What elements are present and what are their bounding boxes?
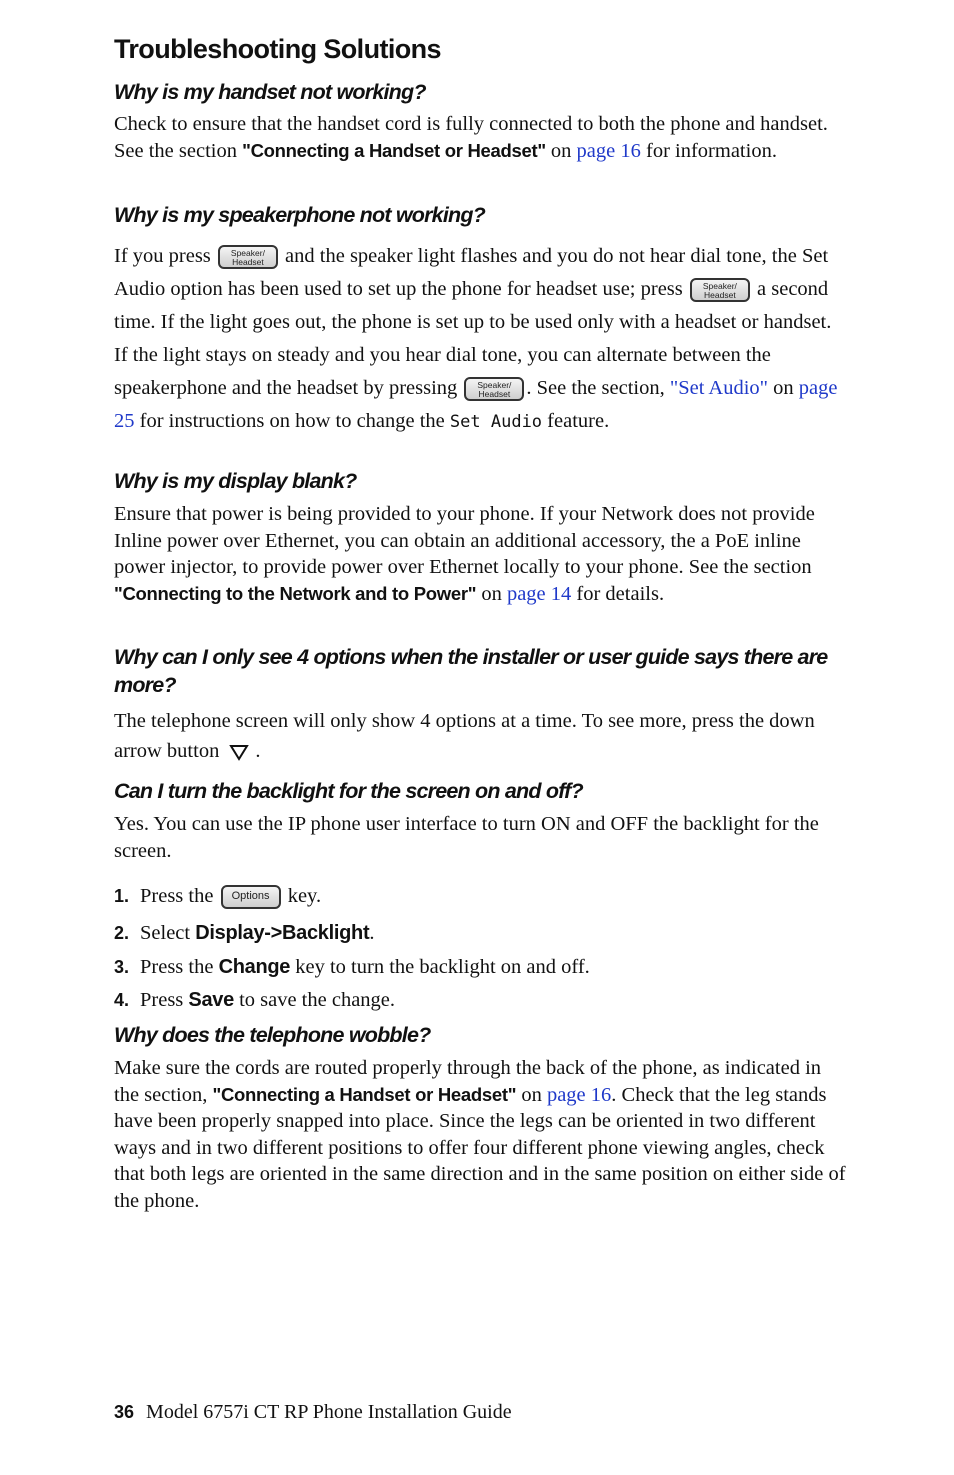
heading-options: Why can I only see 4 options when the installer or user guide says there are more? bbox=[114, 645, 828, 697]
para-display: Ensure that power is being provided to your phone. If your Network does not provide Inline power over Ethernet, you can obtain an additional accessory, the a PoE inline power injector, to provide power over Ethernet locally to your phone. See the section "Connecting to the Network and to Power" on page 14 for details. bbox=[114, 503, 815, 605]
link-page-16[interactable]: page 16 bbox=[546, 1083, 612, 1106]
list-item: 4. Press Save to save the change. bbox=[114, 989, 396, 1011]
para-handset: Check to ensure that the handset cord is fully connected to both the phone and handset. See the section "Connecting a Handset or Headset" on page 16 for information. bbox=[114, 113, 828, 162]
ref-connecting-handset: "Connecting a Handset or Headset" bbox=[212, 1083, 517, 1105]
code-set-audio: Set Audio bbox=[449, 412, 543, 432]
guide-title: Model 6757i CT RP Phone Installation Guide bbox=[146, 1401, 512, 1423]
page-number: 36 bbox=[114, 1402, 135, 1422]
ref-connecting-network: "Connecting to the Network and to Power" bbox=[114, 582, 477, 604]
link-set-audio[interactable]: "Set Audio" bbox=[669, 377, 769, 399]
para-wobble: Make sure the cords are routed properly through the back of the phone, as indicated in the section, "Connecting a Handset or Headset" on page 16. Check that the leg stands have been properly snapped into place. Since the legs can be oriented in two different ways and in two different positions to offer four different phone viewing angles, check that both legs are oriented in the same direction and in the same position on either side of the phone. bbox=[114, 1057, 846, 1212]
heading-speakerphone: Why is my speakerphone not working? bbox=[114, 203, 486, 227]
speaker-headset-key-icon: Speaker/ Headset bbox=[464, 377, 524, 401]
list-item: 2. Select Display->Backlight. bbox=[114, 922, 375, 944]
speaker-headset-key-icon: Speaker/ Headset bbox=[690, 278, 750, 302]
speaker-headset-key-icon: Speaker/ Headset bbox=[218, 245, 278, 269]
link-page-14[interactable]: page 14 bbox=[506, 582, 572, 605]
link-page-25[interactable]: page 25 bbox=[114, 377, 838, 432]
heading-wobble: Why does the telephone wobble? bbox=[114, 1023, 431, 1047]
down-arrow-icon bbox=[229, 743, 249, 761]
para-speakerphone: If you press Speaker/ Headset and the speaker light flashes and you do not hear dial tone, the Set Audio option has been used to set up the phone for headset use; press Speaker/ Headset a second time. If the light goes out, the phone is set up to be used only with a headset or handset. If the light stays on steady and you hear dial tone, you can alternate between the speakerphone and the headset by pressing Speaker/ Headset . See the section, "Set Audio" on page 25 for instructions on how to change the Set Audio feature. bbox=[114, 245, 838, 432]
heading-handset: Why is my handset not working? bbox=[114, 80, 426, 104]
page-footer bbox=[114, 1401, 512, 1424]
para-backlight: Yes. You can use the IP phone user interface to turn ON and OFF the backlight for the screen. bbox=[114, 813, 819, 862]
options-key-icon: Options bbox=[221, 885, 281, 909]
heading-backlight: Can I turn the backlight for the screen on and off? bbox=[114, 779, 583, 803]
page-title: Troubleshooting Solutions bbox=[114, 34, 441, 64]
list-item: 3. Press the Change key to turn the backlight on and off. bbox=[114, 956, 590, 978]
ref-connecting-handset: "Connecting a Handset or Headset" bbox=[242, 139, 546, 161]
link-page-16[interactable]: page 16 bbox=[576, 139, 641, 162]
list-item: 1. Press the Options key. bbox=[114, 883, 321, 909]
heading-display: Why is my display blank? bbox=[114, 469, 357, 493]
para-options: The telephone screen will only show 4 options at a time. To see more, press the down arrow button . bbox=[114, 710, 815, 762]
